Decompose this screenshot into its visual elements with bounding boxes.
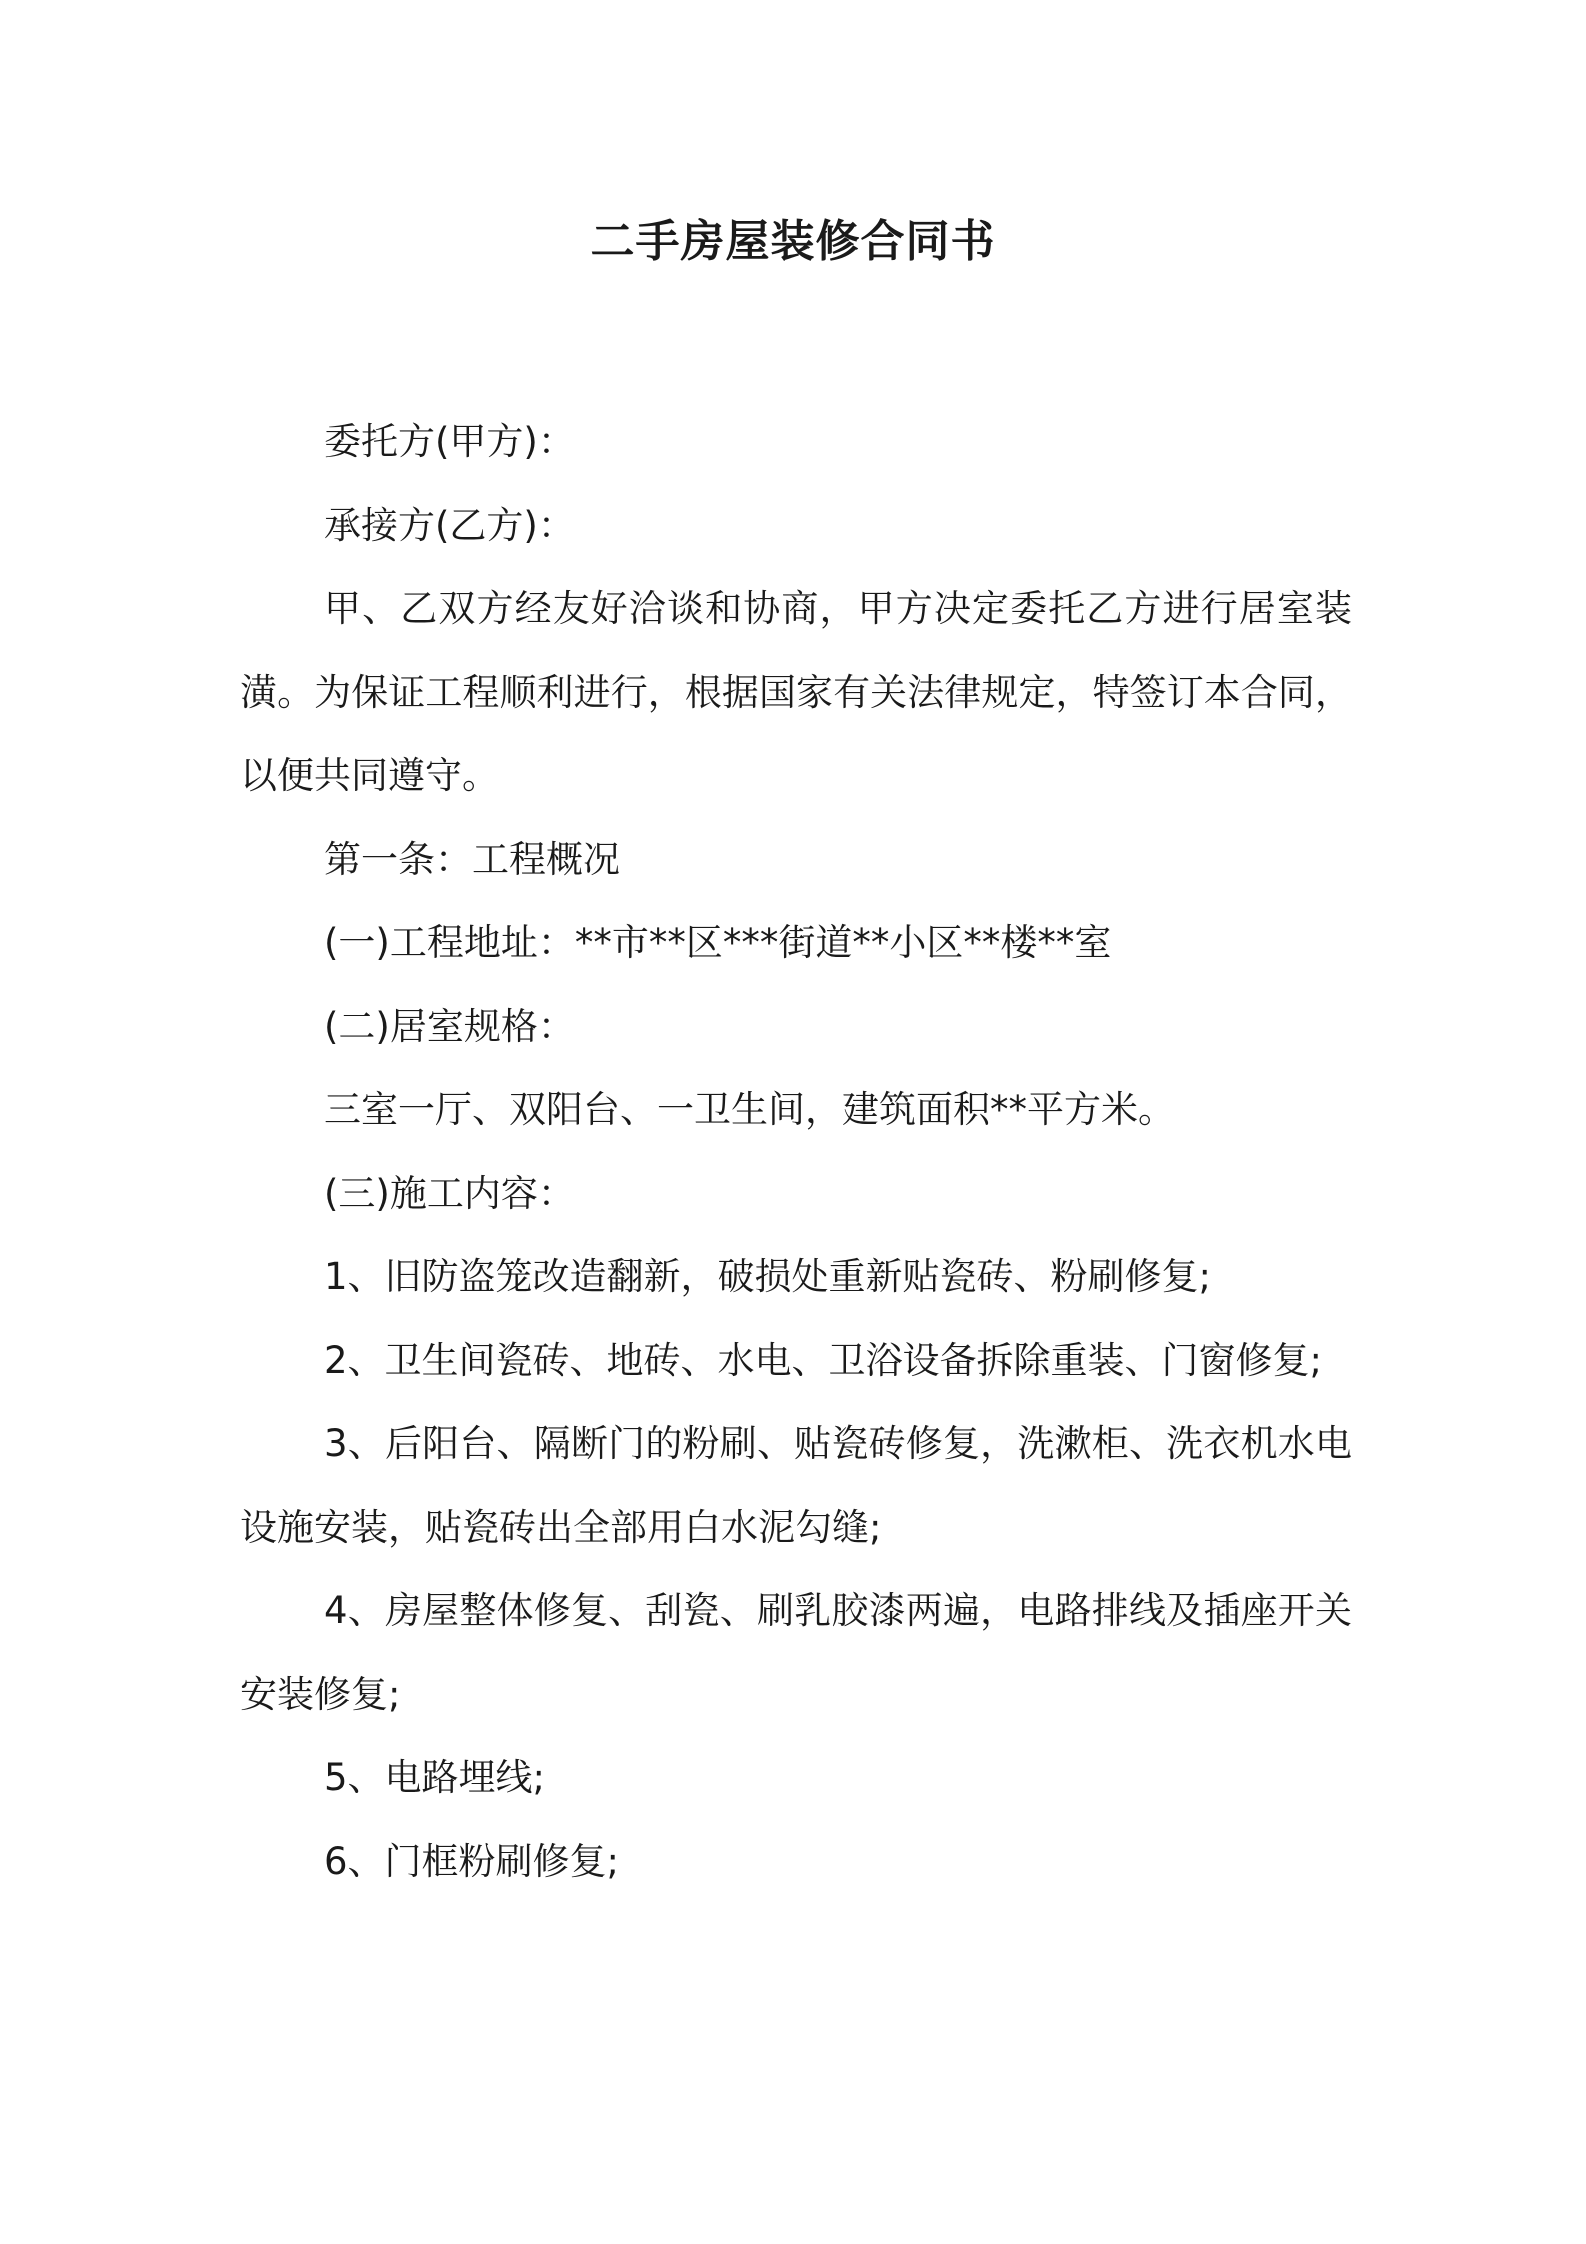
- construction-item-1: 1、旧防盗笼改造翻新，破损处重新贴瓷砖、粉刷修复;: [324, 1255, 1212, 1298]
- party-a-line: 委托方(甲方)：: [324, 420, 575, 463]
- construction-item-3: 3、后阳台、隔断门的粉刷、贴瓷砖修复，洗漱柜、洗衣机水电设施安装，贴瓷砖出全部用白水泥勾缝;: [240, 1422, 1352, 1549]
- document-title: 二手房屋装修合同书: [590, 216, 996, 267]
- party-b-line: 承接方(乙方)：: [324, 503, 575, 547]
- room-spec-detail: 三室一厅、双阳台、一卫生间，建筑面积**平方米。: [324, 1088, 1175, 1131]
- project-address: (一)工程地址：**市**区***街道**小区**楼**室: [324, 921, 1112, 964]
- construction-item-4: 4、房屋整体修复、刮瓷、刷乳胶漆两遍，电路排线及插座开关安装修复;: [240, 1589, 1352, 1716]
- document-body: [240, 400, 1352, 1903]
- room-spec-heading: (二)居室规格：: [324, 1004, 575, 1048]
- construction-item-5: 5、电路埋线;: [324, 1756, 546, 1799]
- construction-item-6: 6、门框粉刷修复;: [324, 1839, 620, 1883]
- construction-item-2: 2、卫生间瓷砖、地砖、水电、卫浴设备拆除重装、门窗修复;: [324, 1338, 1323, 1382]
- intro-paragraph: 甲、乙双方经友好洽谈和协商，甲方决定委托乙方进行居室装潢。为保证工程顺利进行，根据国家有关法律规定，特签订本合同，以便共同遵守。: [240, 587, 1352, 797]
- article-one-heading: 第一条：工程概况: [324, 837, 620, 881]
- construction-content-heading: (三)施工内容：: [324, 1171, 575, 1215]
